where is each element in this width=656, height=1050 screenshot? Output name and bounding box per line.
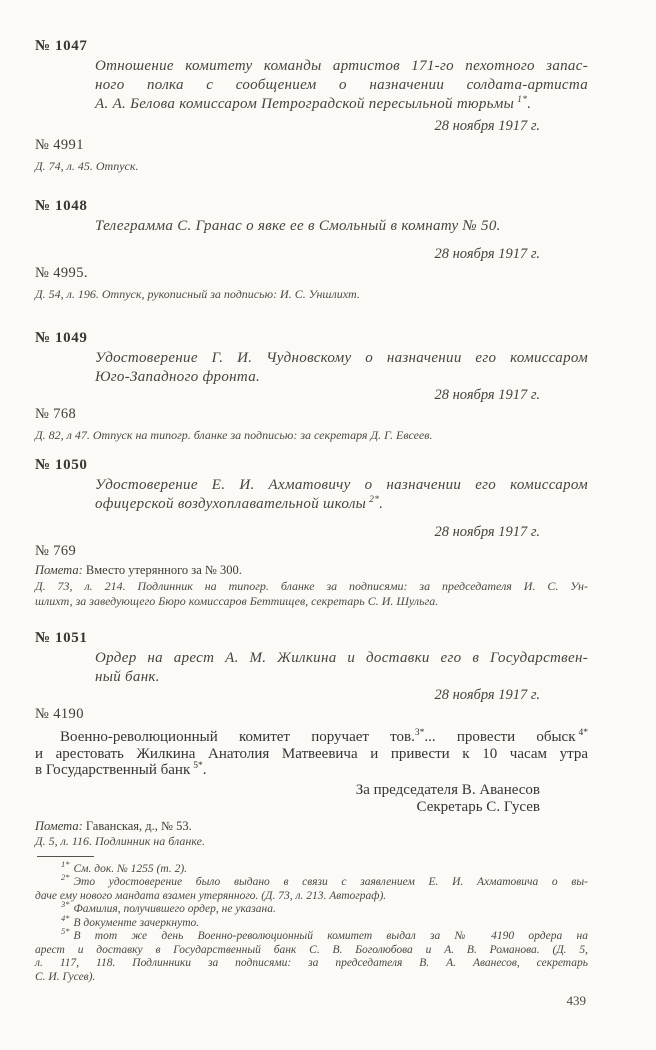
pometa-note	[35, 563, 588, 578]
doc-number: № 1047	[35, 38, 88, 54]
date-line: 28 ноября 1917 г.	[434, 118, 540, 134]
registry-number: № 768	[35, 406, 77, 422]
archive-reference	[35, 579, 588, 609]
body-line	[35, 762, 588, 779]
registry-number: № 4190	[35, 706, 84, 722]
pometa-note	[35, 819, 588, 834]
doc-number: № 1048	[35, 198, 88, 214]
footnote-marker: 3*	[414, 728, 425, 738]
entry-title	[95, 649, 588, 687]
archive-reference	[35, 834, 588, 849]
footnote-item	[35, 858, 588, 877]
footnote-marker: 1*	[517, 95, 528, 105]
doc-number: № 1050	[35, 457, 88, 473]
footnote-separator	[37, 856, 94, 857]
archive-reference	[35, 428, 588, 443]
archive-reference	[35, 287, 588, 302]
footnote-marker: 4*	[61, 912, 70, 923]
body-text: Военно-революционный комитет поручает тов.	[60, 729, 415, 745]
title-line: ный банк.	[95, 669, 160, 685]
date-line: 28 ноября 1917 г.	[434, 687, 540, 703]
signature-line: Секретарь С. Гусев	[416, 798, 540, 815]
title-tail: .	[379, 496, 384, 512]
entry-title	[95, 476, 588, 514]
title-line	[95, 95, 588, 114]
entry-1048	[35, 198, 588, 302]
footnote-text: Фамилия, получившего ордер, не указана.	[73, 903, 276, 915]
footnote-text: В тот же день Военно-революционный комитет выдал за № 4190 ордера на	[73, 930, 588, 942]
footnote-marker: 4*	[578, 728, 588, 738]
footnote-item	[35, 899, 588, 917]
signature-line: За председателя В. Аванесов	[355, 781, 540, 798]
body-line	[35, 729, 588, 746]
footnote-line: арест и доставку в Государственный банк С. В. Боголюбова и А. В. Романова. (Д. 5,	[35, 943, 588, 956]
title-line	[95, 495, 588, 514]
document-body	[35, 729, 588, 779]
pometa-text: Вместо утерянного за № 300.	[85, 563, 242, 577]
title-line: Телеграмма С. Гранас о явке ее в Смольный в комнату № 50.	[95, 218, 501, 234]
registry-number: № 769	[35, 543, 77, 559]
footnote-line: даче ему нового мандата взамен утерянного. (Д. 73, л. 213. Автограф).	[35, 889, 387, 902]
footnote-line	[35, 912, 588, 931]
body-text: в Государственный банк	[35, 762, 191, 778]
footnote-line: л. 117, 118. Подлинники за подписями: за председателя В. А. Аванесов, секретарь	[35, 957, 588, 969]
page-number: 439	[566, 993, 586, 1008]
footnote-text: В документе зачеркнуто.	[73, 916, 200, 929]
archive-reference-line: шлихт, за заведующего Бюро комиссаров Беттищев, секретарь С. И. Шульга.	[35, 594, 439, 608]
footnote-item	[35, 926, 588, 984]
date-line: 28 ноября 1917 г.	[434, 246, 540, 262]
footnotes	[35, 858, 588, 985]
entry-1051	[35, 630, 588, 849]
footnote-marker: 5*	[61, 926, 70, 937]
footnote-marker: 2*	[61, 872, 70, 883]
archive-reference-line: Д. 74, л. 45. Отпуск.	[35, 159, 139, 173]
pometa-label: Помета:	[35, 563, 83, 577]
footnote-marker: 2*	[369, 495, 380, 505]
entry-1050	[35, 457, 588, 609]
footnote-line	[35, 899, 588, 917]
entry-title	[95, 57, 588, 114]
title-line: Отношение комитету команды артистов 171-го пехотного запас-	[95, 58, 588, 74]
date-line: 28 ноября 1917 г.	[434, 387, 540, 403]
registry-number: № 4995.	[35, 265, 88, 281]
entry-title	[95, 217, 588, 236]
archive-reference-line: Д. 82, л 47. Отпуск на типогр. бланке за подписью: за секретаря Д. Г. Евсеев.	[35, 428, 433, 442]
archive-reference	[35, 159, 588, 174]
doc-number: № 1051	[35, 630, 88, 646]
footnote-marker: 3*	[61, 899, 70, 910]
footnote-line: С. И. Гусев).	[35, 970, 96, 983]
title-text: А. А. Белова комиссаром Петроградской пересыльной тюрьмы	[95, 96, 515, 112]
title-tail: .	[527, 96, 532, 112]
entry-1047	[35, 38, 588, 174]
date-line: 28 ноября 1917 г.	[434, 524, 540, 540]
pometa-label: Помета:	[35, 818, 83, 833]
archive-reference-line: Д. 73, л. 214. Подлинник на типогр. бланке за подписями: за председателя И. С. Ун-	[35, 579, 588, 593]
footnote-line	[35, 872, 588, 890]
body-text: ... провести обыск	[424, 729, 576, 745]
archive-reference-line: Д. 54, л. 196. Отпуск, рукописный за подписью: И. С. Уншлихт.	[35, 287, 360, 301]
pometa-text: Гаванская, д., № 53.	[85, 818, 192, 833]
registry-number: № 4991	[35, 137, 84, 153]
footnote-line	[35, 858, 588, 877]
footnote-text: См. док. № 1255 (т. 2).	[73, 862, 188, 875]
footnote-marker: 5*	[193, 761, 203, 771]
doc-number: № 1049	[35, 330, 88, 346]
title-line: Удостоверение Г. И. Чудновскому о назначении его комиссаром	[95, 350, 588, 366]
archive-reference-line: Д. 5, л. 116. Подлинник на бланке.	[35, 833, 205, 848]
footnote-marker: 1*	[61, 858, 70, 869]
footnote-item	[35, 872, 588, 903]
entry-1049	[35, 330, 588, 443]
title-text: офицерской воздухоплавательной школы	[95, 496, 367, 512]
title-line: Юго-Западного фронта.	[95, 369, 261, 385]
footnote-line	[35, 926, 588, 944]
footnote-text: Это удостоверение было выдано в связи с заявлением Е. И. Ахматовича о вы-	[73, 876, 588, 888]
body-line: и арестовать Жилкина Анатолия Матвеевича и привести к 10 часам утра	[35, 745, 588, 762]
body-text: .	[202, 762, 207, 778]
title-line: Удостоверение Е. И. Ахматовичу о назначении его комиссаром	[95, 477, 588, 493]
entry-title	[95, 349, 588, 387]
title-line: ного полка с сообщением о назначении солдата-артиста	[95, 77, 588, 93]
footnote-item	[35, 912, 588, 931]
title-line: Ордер на арест А. М. Жилкина и доставки его в Государствен-	[95, 650, 588, 666]
